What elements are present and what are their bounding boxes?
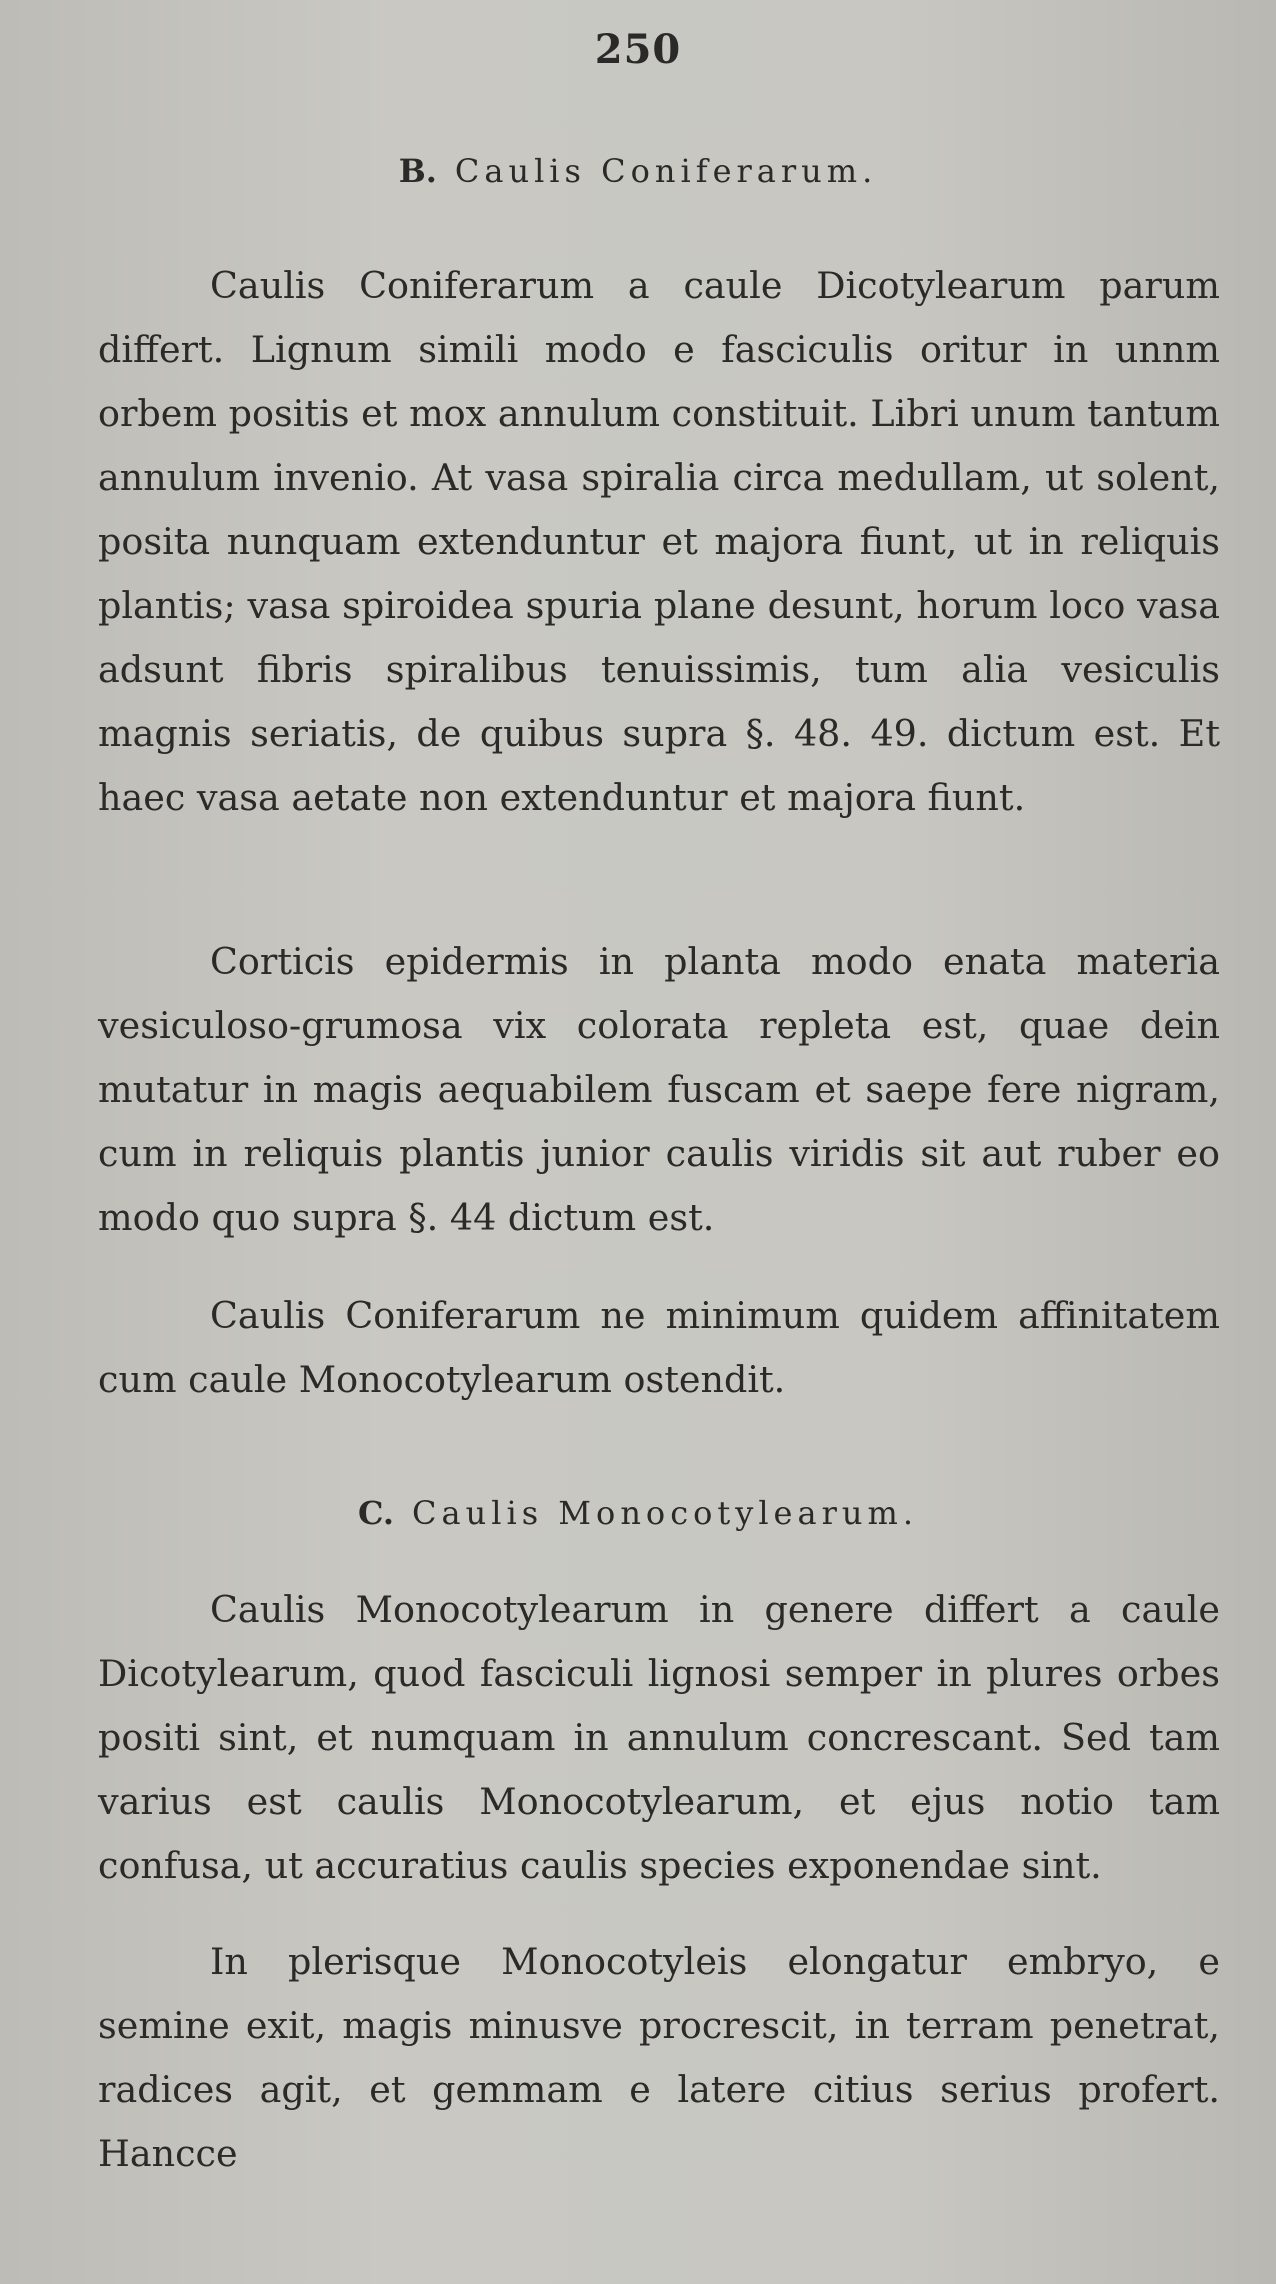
paragraph-b-1-text: Caulis Coniferarum a caule Dicotylearum parum differt. Lignum simili modo e fasciculis oritur in unnm orbem positis et mox annulum constituit. Libri unum tantum annulum invenio. At vasa spiralia circa medullam, ut solent, posita nunquam extenduntur et majora fiunt, ut in reliquis plantis; vasa spiroidea spuria plane desunt, horum loco vasa adsunt fibris spiralibus tenuissimis, tum alia vesiculis magnis seriatis, de quibus supra §. 48. 49. dictum est. Et haec vasa aetate non extenduntur et majora fiunt.	[98, 264, 1220, 819]
paragraph-c-2	[98, 1930, 1220, 2186]
paragraph-c-1-text: Caulis Monocotylearum in genere differt a caule Dicotylearum, quod fasciculi lignosi semper in plures orbes positi sint, et numquam in annulum concrescant. Sed tam varius est caulis Monocotylearum, et ejus notio tam confusa, ut accuratius caulis species exponendae sint.	[98, 1588, 1220, 1887]
paragraph-b-1	[98, 254, 1220, 830]
paragraph-b-3-text: Caulis Coniferarum ne minimum quidem affinitatem cum caule Monocotylearum ostendit.	[98, 1294, 1220, 1401]
section-letter-c: C.	[358, 1494, 395, 1532]
paragraph-b-3	[98, 1284, 1220, 1412]
section-title-b: Caulis Coniferarum.	[454, 152, 878, 190]
section-title-c: Caulis Monocotylearum.	[412, 1494, 918, 1532]
page-number: 250	[594, 26, 682, 73]
paragraph-c-2-text: In plerisque Monocotyleis elongatur embryo, e semine exit, magis minusve procrescit, in terram penetrat, radices agit, et gemmam e latere citius serius profert. Hancce	[98, 1940, 1220, 2175]
paragraph-b-2	[98, 930, 1220, 1250]
section-heading-b	[0, 152, 1276, 190]
paragraph-b-2-text: Corticis epidermis in planta modo enata materia vesiculoso-grumosa vix colorata repleta est, quae dein mutatur in magis aequabilem fuscam et saepe fere nigram, cum in reliquis plantis junior caulis viridis sit aut ruber eo modo quo supra §. 44 dictum est.	[98, 940, 1220, 1239]
section-heading-c	[0, 1494, 1276, 1532]
paragraph-c-1	[98, 1578, 1220, 1898]
section-letter-b: B.	[398, 152, 437, 190]
